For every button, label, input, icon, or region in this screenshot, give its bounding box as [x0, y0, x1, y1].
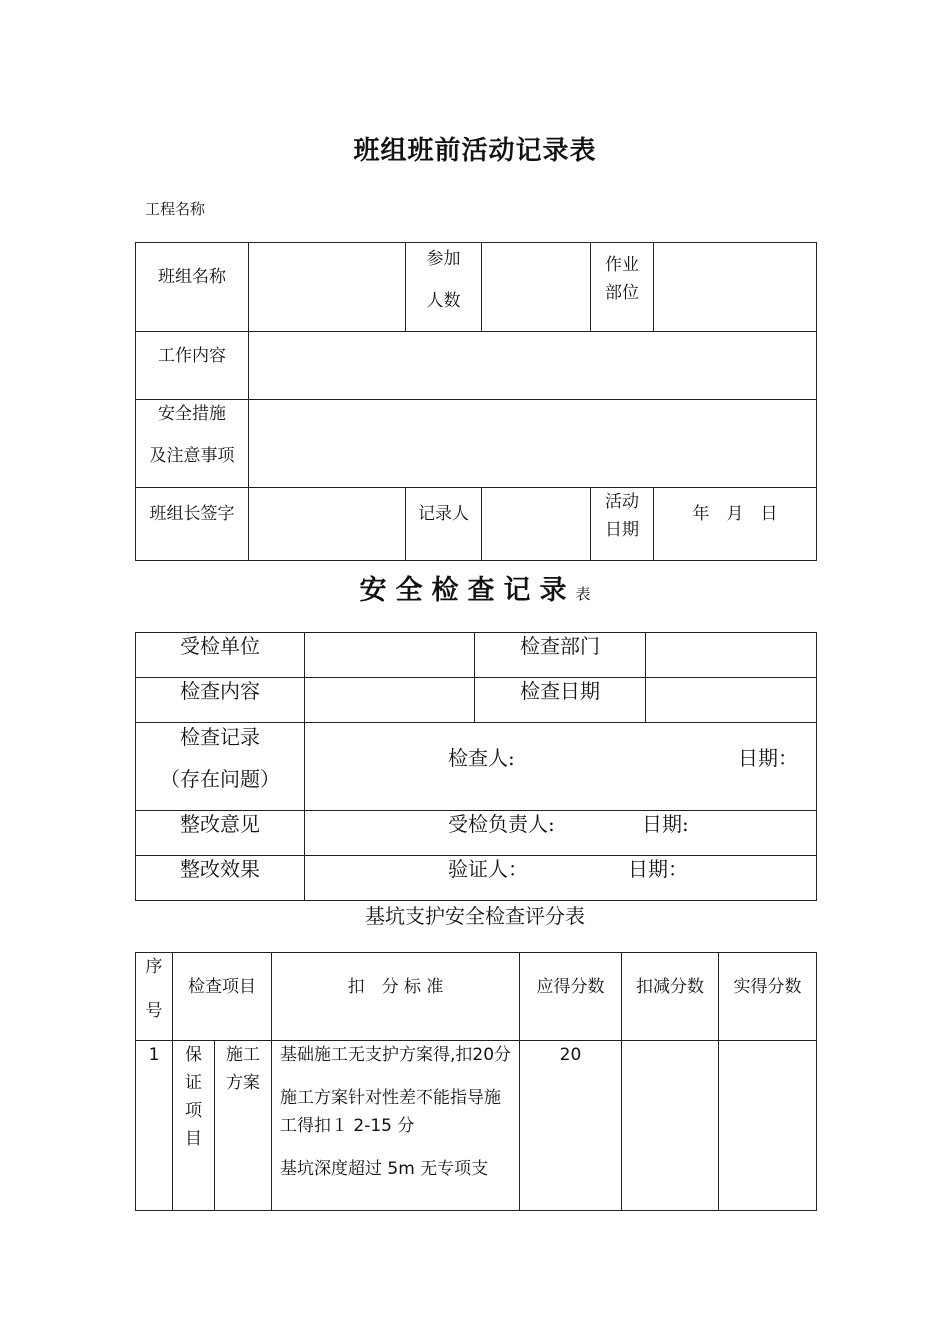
work-content-field[interactable] [249, 332, 817, 400]
header-standard: 扣 分 标 准 [272, 953, 520, 1041]
header-no-line2: 号 [145, 1001, 163, 1021]
participants-label-line1: 参加 [426, 249, 461, 269]
page-title: 班组班前活动记录表 [353, 136, 597, 166]
score-table-title: 基坑支护安全检查评分表 [365, 904, 585, 928]
category-char-3: 项 [185, 1101, 202, 1121]
activity-date-label [591, 488, 654, 561]
inspection-record-label [136, 723, 305, 811]
participants-field[interactable] [482, 243, 591, 332]
inspection-title-main: 安全检查记录 [359, 575, 576, 606]
inspection-date-field[interactable] [646, 678, 817, 723]
inspection-record-table [135, 632, 817, 901]
rectify-opinion-label: 整改意见 [136, 811, 305, 856]
row-standard [272, 1041, 520, 1211]
record-label-line1: 检查记录 [180, 725, 260, 749]
rectify-opinion-field[interactable] [305, 811, 817, 856]
inspected-unit-label: 受检单位 [136, 633, 305, 678]
header-no [136, 953, 173, 1041]
standard-line-3: 基坑深度超过 5m 无专项支 [280, 1159, 489, 1179]
inspection-dept-label: 检查部门 [475, 633, 646, 678]
header-due-score: 应得分数 [520, 953, 622, 1041]
rectify-effect-field[interactable] [305, 856, 817, 901]
activity-date-label-line2: 日期 [605, 520, 639, 540]
sub-item-line1: 施工 [226, 1045, 260, 1065]
rectify-effect-label: 整改效果 [136, 856, 305, 901]
inspection-dept-field[interactable] [646, 633, 817, 678]
header-no-line1: 序 [145, 957, 163, 977]
activity-record-table [135, 242, 817, 561]
work-area-label [591, 243, 654, 332]
work-area-field[interactable] [654, 243, 817, 332]
row-sub-item [215, 1041, 272, 1211]
sub-item-line2: 方案 [226, 1073, 260, 1093]
standard-line-1: 基础施工无支护方案得,扣20分 [280, 1045, 512, 1065]
work-area-label-line1: 作业 [605, 255, 639, 275]
row-no: 1 [136, 1041, 173, 1211]
verifier-label: 验证人： [448, 857, 528, 881]
activity-date-field[interactable]: 年 月 日 [654, 488, 817, 561]
category-char-4: 目 [185, 1129, 202, 1149]
row-due-score: 20 [520, 1041, 622, 1211]
standard-line-2: 施工方案针对性差不能指导施工得扣１ 2-15 分 [280, 1088, 501, 1136]
inspection-title-suffix: 表 [575, 585, 591, 603]
inspection-content-field[interactable] [305, 678, 475, 723]
category-char-2: 证 [185, 1073, 202, 1093]
row-category [173, 1041, 215, 1211]
record-date-label: 日期： [738, 746, 798, 770]
leader-sign-label: 班组长签字 [136, 488, 249, 561]
header-actual-score: 实得分数 [719, 953, 817, 1041]
inspection-record-field[interactable] [305, 723, 817, 811]
work-content-label: 工作内容 [136, 332, 249, 400]
inspected-unit-field[interactable] [305, 633, 475, 678]
safety-label-line2: 及注意事项 [149, 446, 235, 466]
score-table [135, 952, 817, 1211]
recorder-field[interactable] [482, 488, 591, 561]
recorder-label: 记录人 [406, 488, 482, 561]
safety-measures-field[interactable] [249, 400, 817, 488]
header-deduct-score: 扣减分数 [622, 953, 719, 1041]
inspection-title [0, 568, 950, 607]
safety-label-line1: 安全措施 [158, 404, 226, 424]
row-actual-field[interactable] [719, 1041, 817, 1211]
activity-date-label-line1: 活动 [605, 492, 639, 512]
row-deduct-field[interactable] [622, 1041, 719, 1211]
inspector-label: 检查人: [448, 746, 515, 770]
safety-measures-label [136, 400, 249, 488]
effect-date-label: 日期： [628, 857, 688, 881]
project-name-label: 工程名称 [145, 200, 206, 218]
inspection-content-label: 检查内容 [136, 678, 305, 723]
responsible-label: 受检负责人: [448, 812, 555, 836]
participants-label-line2: 人数 [426, 291, 461, 311]
header-item: 检查项目 [173, 953, 272, 1041]
inspection-date-label: 检查日期 [475, 678, 646, 723]
record-label-line2: （存在问题） [160, 767, 280, 791]
participants-label [406, 243, 482, 332]
work-area-label-line2: 部位 [605, 283, 639, 303]
category-char-1: 保 [185, 1045, 202, 1065]
team-name-label: 班组名称 [136, 243, 249, 332]
leader-sign-field[interactable] [249, 488, 406, 561]
rectify-date-label: 日期: [642, 812, 689, 836]
team-name-field[interactable] [249, 243, 406, 332]
